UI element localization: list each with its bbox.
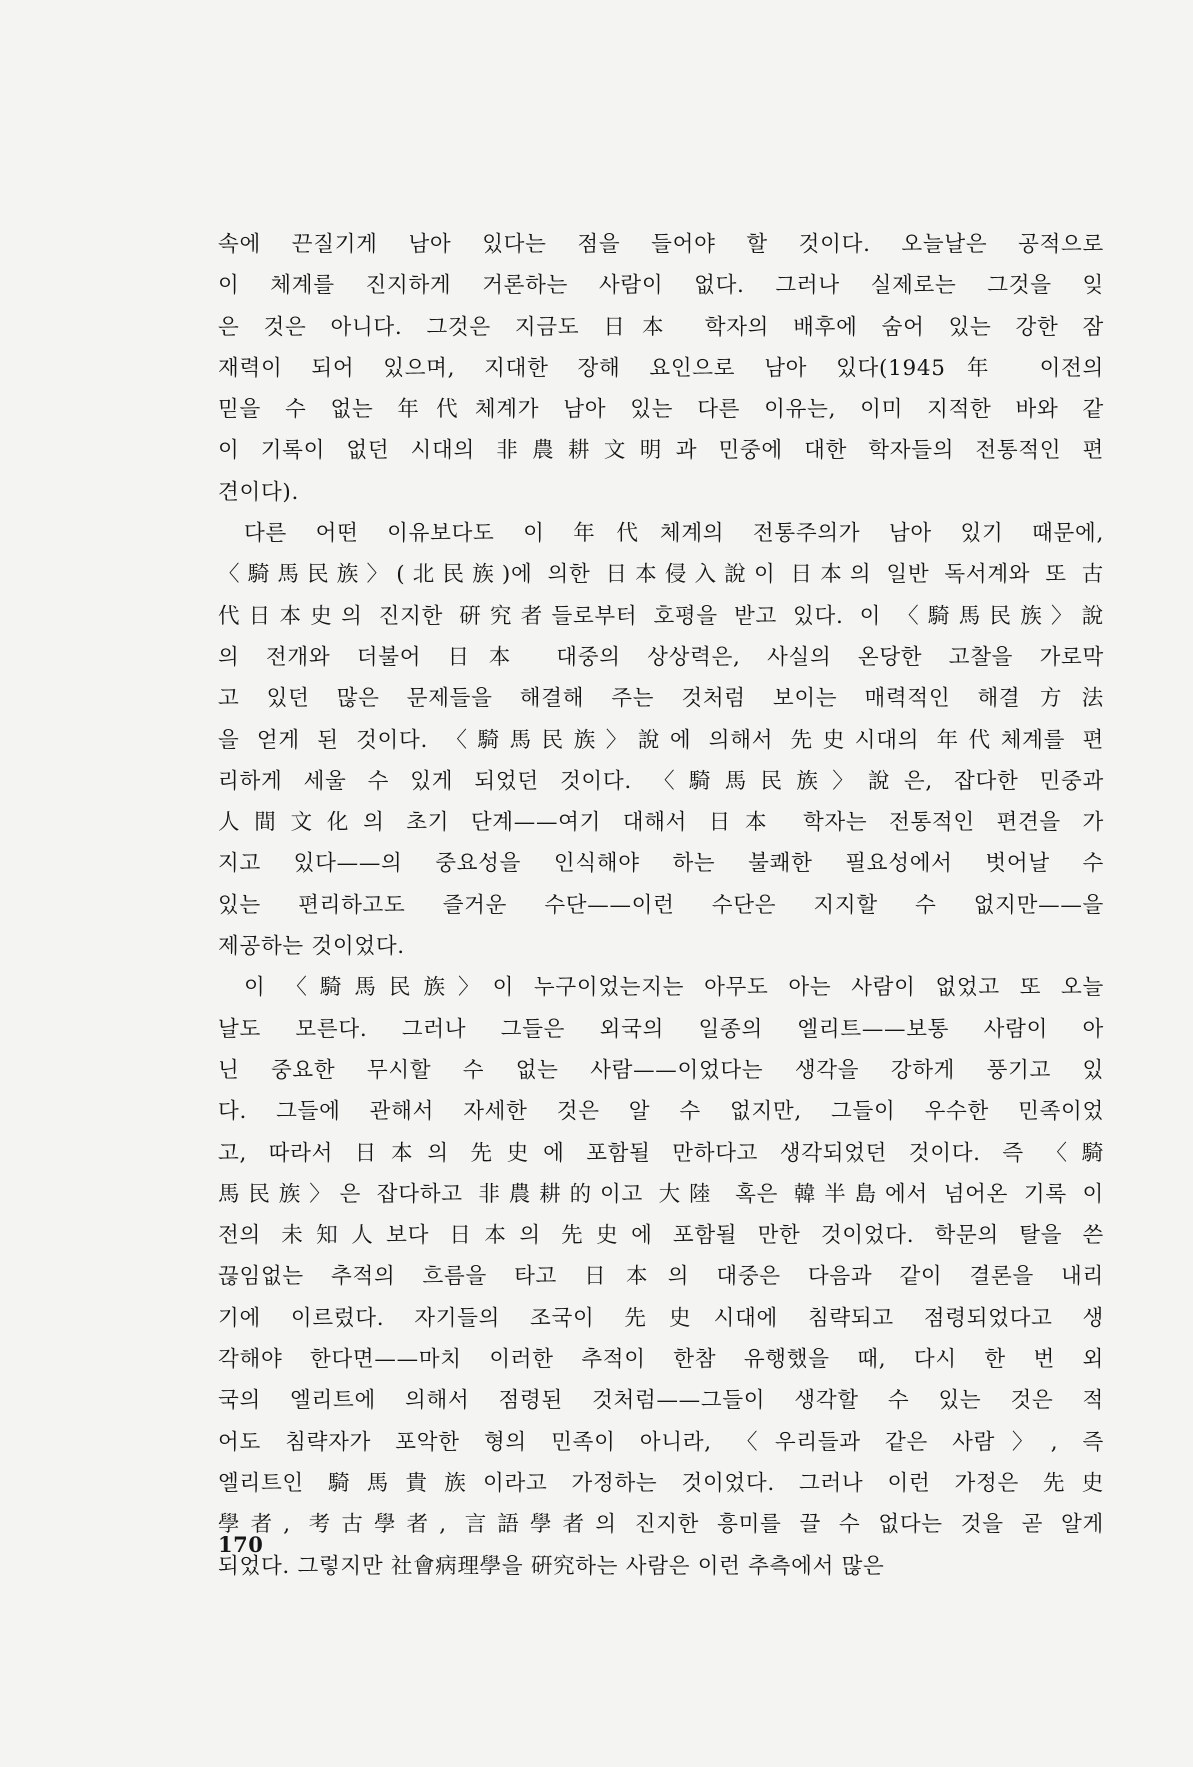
text-line: 믿을 수 없는 年代체계가 남아 있는 다른 이유는, 이미 지적한 바와 같	[218, 397, 1104, 423]
paragraph	[218, 967, 1104, 1586]
text-line: 이 〈騎馬民族〉이 누구이었는지는 아무도 아는 사람이 없었고 또 오늘	[244, 975, 1104, 1001]
text-line: 국의 엘리트에 의해서 점령된 것처럼——그들이 생각할 수 있는 것은 적	[218, 1388, 1104, 1414]
text-line: 이 기록이 없던 시대의 非農耕文明과 민중에 대한 학자들의 전통적인 편	[218, 438, 1104, 464]
text-line: 고, 따라서 日本의 先史에 포함될 만하다고 생각되었던 것이다. 즉 〈騎	[218, 1140, 1104, 1166]
text-line: 닌 중요한 무시할 수 없는 사람——이었다는 생각을 강하게 풍기고 있	[218, 1057, 1104, 1083]
text-line: 어도 침략자가 포악한 형의 민족이 아니라, 〈우리들과 같은 사람〉, 즉	[218, 1429, 1104, 1455]
text-line: 은 것은 아니다. 그것은 지금도 日本 학자의 배후에 숨어 있는 강한 잠	[218, 314, 1104, 340]
body-text	[218, 224, 1104, 1587]
text-line: 學者, 考古學者, 言語學者의 진지한 흥미를 끌 수 없다는 것을 곧 알게	[218, 1512, 1104, 1538]
text-line: 의 전개와 더불어 日本 대중의 상상력은, 사실의 온당한 고찰을 가로막	[218, 644, 1104, 670]
paragraph	[218, 224, 1104, 513]
text-line: 엘리트인 騎馬貴族이라고 가정하는 것이었다. 그러나 이런 가정은 先史	[218, 1470, 1104, 1496]
text-line: 전의 未知人보다 日本의 先史에 포함될 만한 것이었다. 학문의 탈을 쓴	[218, 1223, 1104, 1249]
text-line: 馬民族〉은 잡다하고 非農耕的이고 大陸 혹은 韓半島에서 넘어온 기록 이	[218, 1181, 1104, 1207]
text-line: 되었다. 그렇지만 社會病理學을 硏究하는 사람은 이런 추측에서 많은	[218, 1553, 885, 1579]
text-line: 있는 편리하고도 즐거운 수단——이런 수단은 지지할 수 없지만——을	[218, 892, 1104, 918]
text-line: 다른 어떤 이유보다도 이 年代체계의 전통주의가 남아 있기 때문에,	[244, 521, 1104, 547]
text-line: 지고 있다——의 중요성을 인식해야 하는 불쾌한 필요성에서 벗어날 수	[218, 851, 1104, 877]
text-line: 날도 모른다. 그러나 그들은 외국의 일종의 엘리트——보통 사람이 아	[218, 1016, 1104, 1042]
text-line: 각해야 한다면——마치 이러한 추적이 한참 유행했을 때, 다시 한 번 외	[218, 1347, 1104, 1373]
text-line: 다. 그들에 관해서 자세한 것은 알 수 없지만, 그들이 우수한 민족이었	[218, 1099, 1104, 1125]
text-line: 재력이 되어 있으며, 지대한 장해 요인으로 남아 있다(1945年 이전의	[218, 355, 1104, 381]
text-line: 이 체계를 진지하게 거론하는 사람이 없다. 그러나 실제로는 그것을 잊	[218, 273, 1104, 299]
page-number: 170	[218, 1532, 264, 1557]
text-line: 끊임없는 추적의 흐름을 타고 日本의 대중은 다음과 같이 결론을 내리	[218, 1264, 1104, 1290]
text-line: 〈騎馬民族〉(北民族)에 의한 日本侵入說이 日本의 일반 독서계와 또 古	[218, 562, 1104, 588]
text-line: 제공하는 것이었다.	[218, 934, 405, 960]
text-line: 기에 이르렀다. 자기들의 조국이 先史시대에 침략되고 점령되었다고 생	[218, 1305, 1104, 1331]
text-line: 을 얻게 된 것이다. 〈騎馬民族〉說에 의해서 先史시대의 年代체계를 편	[218, 727, 1104, 753]
paragraph	[218, 513, 1104, 967]
text-line: 고 있던 많은 문제들을 해결해 주는 것처럼 보이는 매력적인 해결方法	[218, 686, 1104, 712]
text-line: 人間文化의 초기 단계——여기 대해서 日本 학자는 전통적인 편견을 가	[218, 810, 1104, 836]
text-line: 리하게 세울 수 있게 되었던 것이다. 〈騎馬民族〉說은, 잡다한 민중과	[218, 768, 1104, 794]
text-line: 속에 끈질기게 남아 있다는 점을 들어야 할 것이다. 오늘날은 공적으로	[218, 232, 1104, 257]
text-line: 견이다).	[218, 479, 300, 505]
text-line: 代日本史의 진지한 硏究者들로부터 호평을 받고 있다. 이 〈騎馬民族〉說	[218, 603, 1104, 629]
